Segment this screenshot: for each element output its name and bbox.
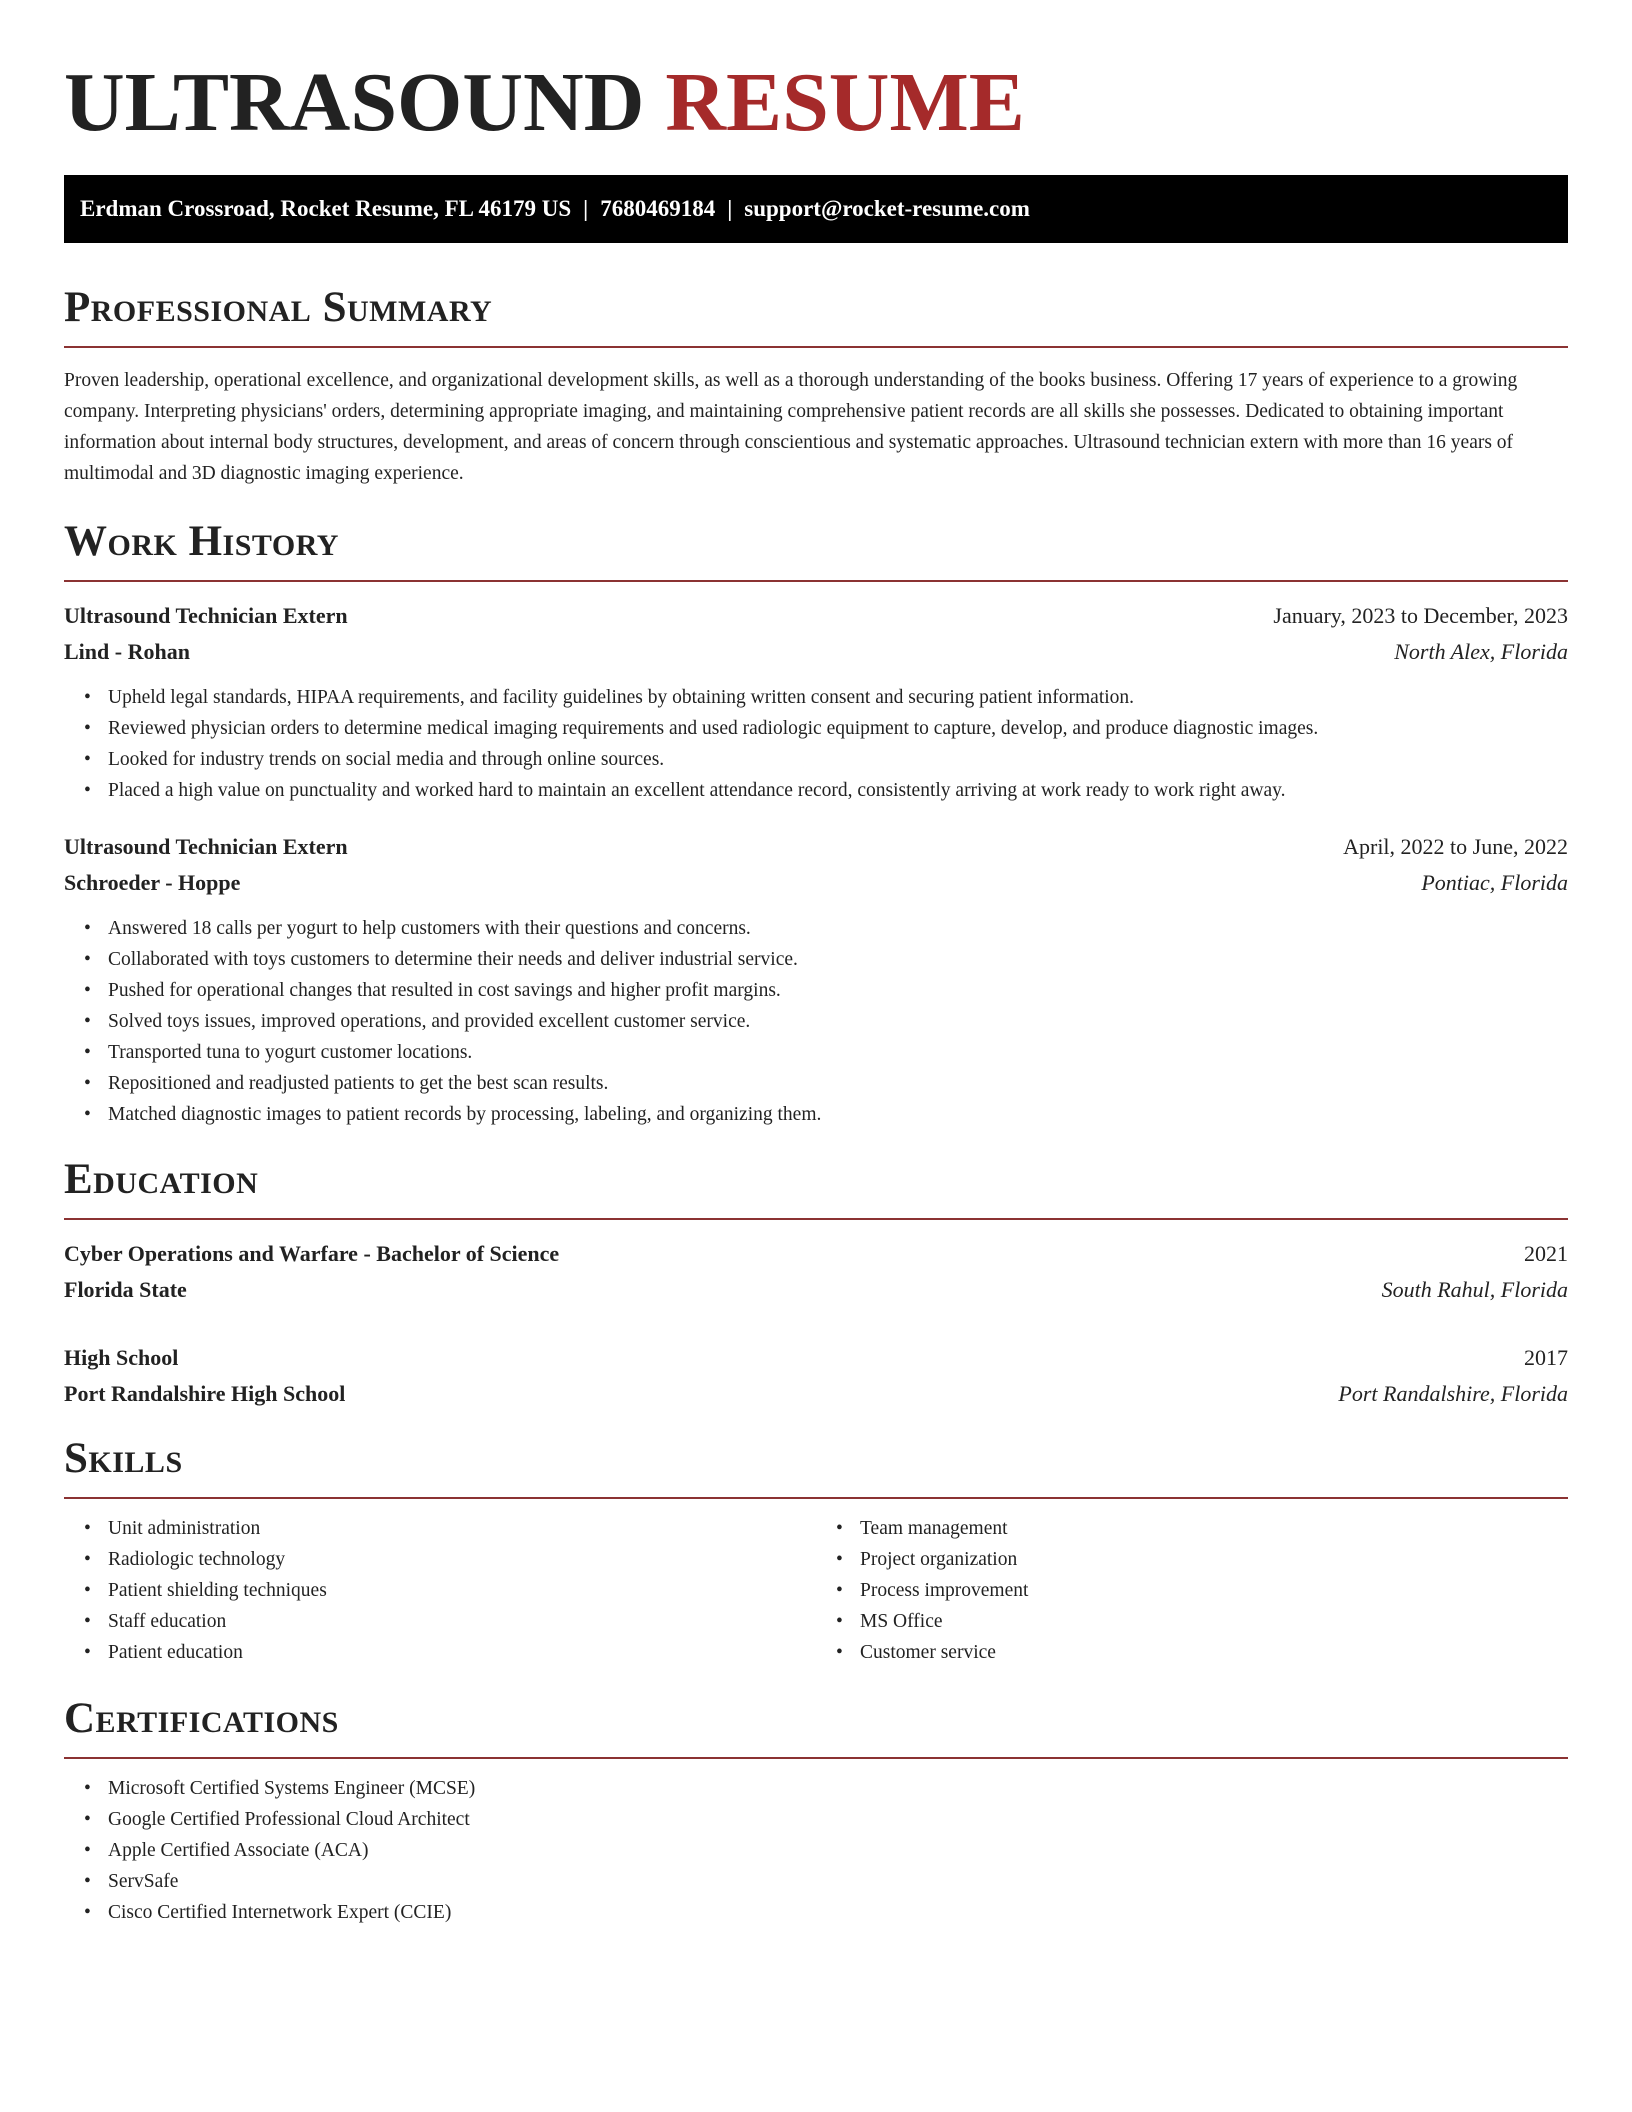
skills-column-left xyxy=(64,1513,816,1668)
section-title-summary: Professional Summary xyxy=(64,284,493,331)
section-title-education: Education xyxy=(64,1156,259,1203)
job-dates: April, 2022 to June, 2022 xyxy=(1343,834,1568,859)
section-divider xyxy=(64,580,1568,582)
education-entry xyxy=(64,1236,1568,1308)
education-degree-row xyxy=(64,1340,1568,1376)
education-year: 2021 xyxy=(1524,1241,1568,1266)
education-location: Port Randalshire, Florida xyxy=(1338,1381,1568,1406)
resume-page xyxy=(64,0,1568,1928)
list-item: • Answered 18 calls per yogurt to help customers with their questions and concerns. xyxy=(108,913,1568,944)
title-accent: RESUME xyxy=(665,56,1025,149)
section-divider xyxy=(64,1757,1568,1759)
skills-grid xyxy=(64,1513,1568,1668)
list-item: • Looked for industry trends on social media and through online sources. xyxy=(108,744,1568,775)
section-divider xyxy=(64,1497,1568,1499)
contact-bar xyxy=(64,175,1568,243)
education-section xyxy=(64,1155,1568,1412)
job-entry xyxy=(64,829,1568,1130)
education-degree: High School xyxy=(64,1345,179,1370)
education-school: Port Randalshire High School xyxy=(64,1381,346,1406)
list-item: • Customer service xyxy=(860,1637,1568,1668)
education-year: 2017 xyxy=(1524,1345,1568,1370)
list-item: • Cisco Certified Internetwork Expert (CCIE) xyxy=(108,1897,1568,1928)
skills-section xyxy=(64,1434,1568,1668)
work-history-section xyxy=(64,517,1568,1130)
list-item: • MS Office xyxy=(860,1606,1568,1637)
job-company-row xyxy=(64,634,1568,670)
section-title-certifications: Certifications xyxy=(64,1695,339,1742)
list-item: • Process improvement xyxy=(860,1575,1568,1606)
list-item: • Google Certified Professional Cloud Architect xyxy=(108,1804,1568,1835)
job-dates: January, 2023 to December, 2023 xyxy=(1273,603,1568,628)
job-company: Lind - Rohan xyxy=(64,639,190,664)
section-title-work-history: Work History xyxy=(64,518,339,565)
list-item: • Radiologic technology xyxy=(108,1544,816,1575)
job-company-row xyxy=(64,865,1568,901)
list-item: • Staff education xyxy=(108,1606,816,1637)
list-item: • Team management xyxy=(860,1513,1568,1544)
list-item: • Project organization xyxy=(860,1544,1568,1575)
list-item: • Reviewed physician orders to determine medical imaging requirements and used radiologic equipment to capture, develop, and produce diagnostic images. xyxy=(108,713,1568,744)
list-item: • Apple Certified Associate (ACA) xyxy=(108,1835,1568,1866)
list-item: • Solved toys issues, improved operations, and provided excellent customer service. xyxy=(108,1006,1568,1037)
education-entry xyxy=(64,1340,1568,1412)
section-title-skills: Skills xyxy=(64,1435,183,1482)
section-divider xyxy=(64,346,1568,348)
job-header-row xyxy=(64,598,1568,634)
job-title: Ultrasound Technician Extern xyxy=(64,834,348,859)
list-item: • Matched diagnostic images to patient records by processing, labeling, and organizing them. xyxy=(108,1099,1568,1130)
list-item: • Repositioned and readjusted patients to get the best scan results. xyxy=(108,1068,1568,1099)
contact-separator: | xyxy=(727,196,733,221)
job-header-row xyxy=(64,829,1568,865)
list-item: • Pushed for operational changes that resulted in cost savings and higher profit margins. xyxy=(108,975,1568,1006)
list-item: • ServSafe xyxy=(108,1866,1568,1897)
list-item: • Transported tuna to yogurt customer locations. xyxy=(108,1037,1568,1068)
education-school: Florida State xyxy=(64,1277,187,1302)
resume-title xyxy=(64,0,1568,158)
list-item: • Placed a high value on punctuality and worked hard to maintain an excellent attendance record, consistently arriving at work ready to work right away. xyxy=(108,775,1568,806)
list-item: • Collaborated with toys customers to determine their needs and deliver industrial service. xyxy=(108,944,1568,975)
certifications-section xyxy=(64,1694,1568,1928)
education-degree: Cyber Operations and Warfare - Bachelor of Science xyxy=(64,1241,560,1266)
education-school-row xyxy=(64,1272,1568,1308)
skills-column-right xyxy=(816,1513,1568,1668)
contact-separator: | xyxy=(583,196,589,221)
contact-phone[interactable]: 7680469184 xyxy=(600,196,716,221)
list-item: • Patient shielding techniques xyxy=(108,1575,816,1606)
job-title: Ultrasound Technician Extern xyxy=(64,603,348,628)
education-degree-row xyxy=(64,1236,1568,1272)
title-main: ULTRASOUND xyxy=(64,56,645,149)
education-school-row xyxy=(64,1376,1568,1412)
job-bullets xyxy=(64,913,1568,1130)
job-location: Pontiac, Florida xyxy=(1421,870,1568,895)
education-location: South Rahul, Florida xyxy=(1381,1277,1568,1302)
job-entry xyxy=(64,598,1568,806)
list-item: • Unit administration xyxy=(108,1513,816,1544)
list-item: • Upheld legal standards, HIPAA requirements, and facility guidelines by obtaining written consent and securing patient information. xyxy=(108,682,1568,713)
summary-text: Proven leadership, operational excellence, and organizational development skills, as well as a thorough understanding of the books business. Offering 17 years of experience to a growing company. Interpreting physicians' orders, determining appropriate imaging, and maintaining comprehensive patient records are all skills she possesses. Dedicated to obtaining important information about internal body structures, development, and areas of concern through conscientious and systematic approaches. Ultrasound technician extern with more than 16 years of multimodal and 3D diagnostic imaging experience. xyxy=(64,370,1518,484)
section-divider xyxy=(64,1218,1568,1220)
contact-email[interactable]: support@rocket-resume.com xyxy=(744,196,1030,221)
job-bullets xyxy=(64,682,1568,806)
job-company: Schroeder - Hoppe xyxy=(64,870,241,895)
summary-section xyxy=(64,283,1568,489)
contact-address: Erdman Crossroad, Rocket Resume, FL 46179 US xyxy=(80,196,572,221)
job-location: North Alex, Florida xyxy=(1394,639,1568,664)
list-item: • Patient education xyxy=(108,1637,816,1668)
certifications-list xyxy=(64,1773,1568,1928)
list-item: • Microsoft Certified Systems Engineer (MCSE) xyxy=(108,1773,1568,1804)
